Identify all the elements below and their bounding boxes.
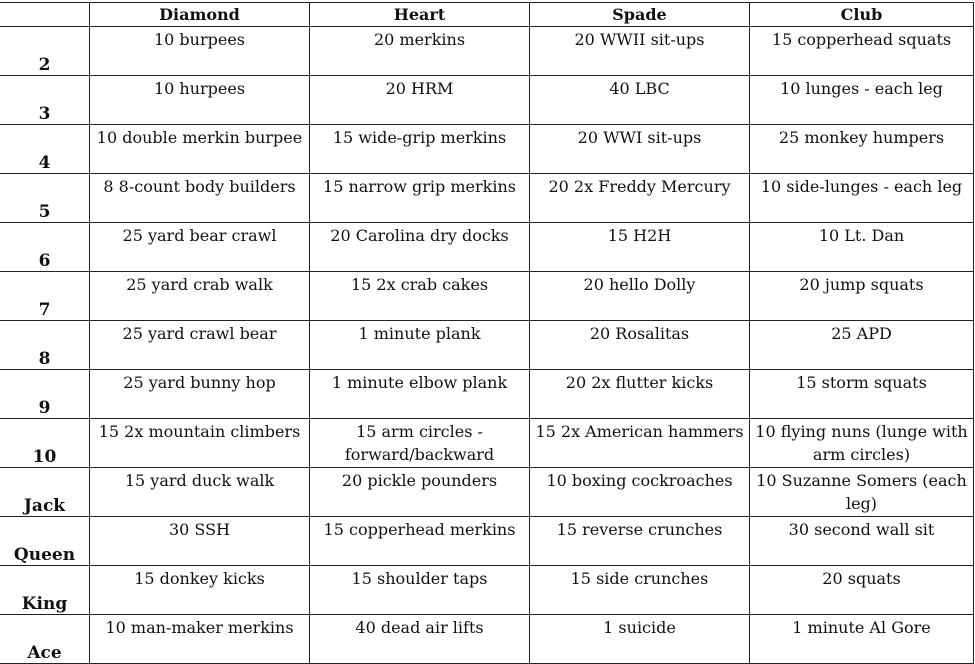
exercise-cell: 30 second wall sit [750,517,974,566]
exercise-cell: 15 2x crab cakes [310,272,530,321]
exercise-cell: 25 yard crawl bear [90,321,310,370]
card-rank-cell: 4 [0,125,90,174]
exercise-cell: 25 yard bear crawl [90,223,310,272]
exercise-cell: 15 storm squats [750,370,974,419]
table-row [0,76,974,125]
card-rank-cell: 2 [0,27,90,76]
exercise-cell: 20 HRM [310,76,530,125]
card-rank-cell: King [0,566,90,615]
table-row [0,125,974,174]
card-rank-cell: 3 [0,76,90,125]
exercise-cell: 1 minute elbow plank [310,370,530,419]
exercise-cell: 20 jump squats [750,272,974,321]
exercise-card-table [0,2,974,664]
header-diamond: Diamond [90,3,310,27]
card-rank-cell: 10 [0,419,90,468]
table-row [0,272,974,321]
exercise-cell: 15 2x American hammers [530,419,750,468]
exercise-cell: 10 flying nuns (lunge with arm circles) [750,419,974,468]
card-rank-cell: 8 [0,321,90,370]
exercise-cell: 1 minute Al Gore [750,615,974,664]
table-row [0,517,974,566]
exercise-cell: 15 wide-grip merkins [310,125,530,174]
card-rank-cell: 7 [0,272,90,321]
exercise-cell: 15 H2H [530,223,750,272]
exercise-cell: 15 shoulder taps [310,566,530,615]
exercise-cell: 30 SSH [90,517,310,566]
card-rank-cell: 6 [0,223,90,272]
exercise-cell: 15 2x mountain climbers [90,419,310,468]
exercise-cell: 20 2x flutter kicks [530,370,750,419]
table-row [0,223,974,272]
table-row [0,27,974,76]
table-row [0,370,974,419]
exercise-cell: 15 side crunches [530,566,750,615]
exercise-cell: 15 reverse crunches [530,517,750,566]
exercise-cell: 25 yard bunny hop [90,370,310,419]
card-rank-cell: Queen [0,517,90,566]
exercise-cell: 8 8-count body builders [90,174,310,223]
header-corner [0,3,90,27]
table-row [0,615,974,664]
exercise-cell: 15 narrow grip merkins [310,174,530,223]
table-row [0,566,974,615]
card-rank-cell: Ace [0,615,90,664]
table-row [0,468,974,517]
exercise-cell: 20 WWII sit-ups [530,27,750,76]
exercise-cell: 20 Rosalitas [530,321,750,370]
exercise-cell: 10 Suzanne Somers (each leg) [750,468,974,517]
exercise-cell: 10 burpees [90,27,310,76]
exercise-cell: 25 APD [750,321,974,370]
table-row [0,174,974,223]
exercise-cell: 15 copperhead merkins [310,517,530,566]
header-club: Club [750,3,974,27]
exercise-cell: 15 donkey kicks [90,566,310,615]
exercise-cell: 40 LBC [530,76,750,125]
header-row [0,3,974,27]
card-rank-cell: 5 [0,174,90,223]
exercise-cell: 10 Lt. Dan [750,223,974,272]
exercise-cell: 20 squats [750,566,974,615]
exercise-cell: 15 yard duck walk [90,468,310,517]
exercise-cell: 20 hello Dolly [530,272,750,321]
exercise-cell: 20 WWI sit-ups [530,125,750,174]
table-row [0,321,974,370]
header-spade: Spade [530,3,750,27]
exercise-cell: 25 monkey humpers [750,125,974,174]
exercise-cell: 10 side-lunges - each leg [750,174,974,223]
exercise-cell: 25 yard crab walk [90,272,310,321]
exercise-cell: 10 double merkin burpee [90,125,310,174]
exercise-cell: 10 man-maker merkins [90,615,310,664]
exercise-cell: 20 2x Freddy Mercury [530,174,750,223]
exercise-cell: 15 copperhead squats [750,27,974,76]
card-rank-cell: Jack [0,468,90,517]
exercise-cell: 40 dead air lifts [310,615,530,664]
exercise-cell: 10 lunges - each leg [750,76,974,125]
exercise-cell: 10 boxing cockroaches [530,468,750,517]
exercise-cell: 1 minute plank [310,321,530,370]
exercise-cell: 20 Carolina dry docks [310,223,530,272]
header-heart: Heart [310,3,530,27]
exercise-cell: 15 arm circles - forward/backward [310,419,530,468]
exercise-cell: 1 suicide [530,615,750,664]
exercise-cell: 20 merkins [310,27,530,76]
exercise-cell: 10 hurpees [90,76,310,125]
card-rank-cell: 9 [0,370,90,419]
table-row [0,419,974,468]
exercise-cell: 20 pickle pounders [310,468,530,517]
